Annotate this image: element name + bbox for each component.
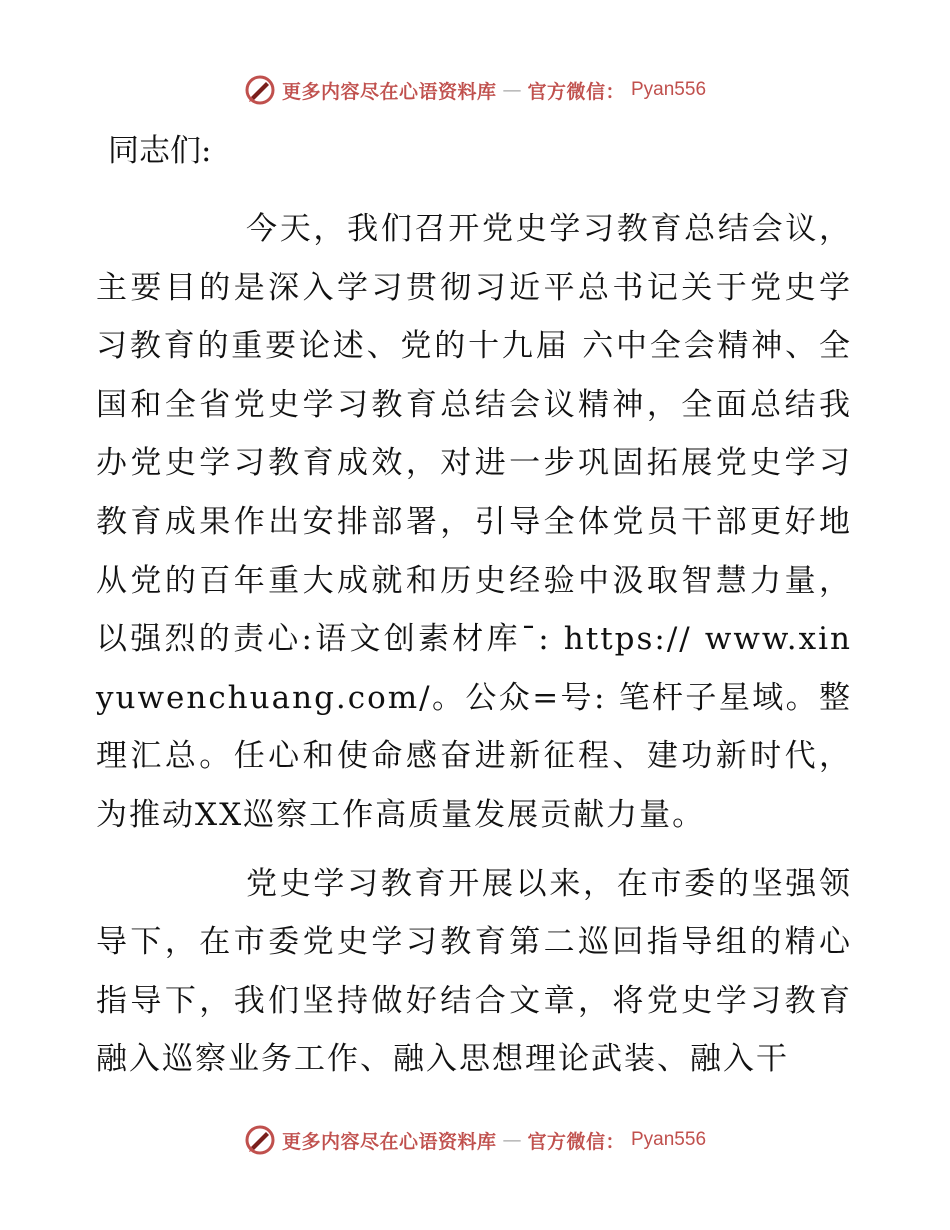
footer-watermark xyxy=(0,1120,950,1160)
watermark-wechat-label: 官方微信： xyxy=(527,1130,625,1153)
paragraph-1: 今天，我们召开党史学习教育总结会议，主要目的是深入学习贯彻习近平总书记关于党史学习教育的重要论述、党的十九届 六中全会精神、全国和全省党史学习教育总结会议精神，全面总结我办党史学习教育成效，对进一步巩固拓展党史学习教育成果作出安排部署，引导全体党员干部更好地从党的百年重大成就和历史经验中汲取智慧力量，以强烈的责心:语文创素材库¯: https:// www.xinyuwenchuang.com/。公众=号: 笔杆子星域。整理汇总。任心和使命感奋进新征程、建功新时代，为推动XX巡察工作高质量发展贡献力量。 xyxy=(96,211,852,833)
header-watermark xyxy=(0,70,950,110)
paragraph-2: 党史学习教育开展以来，在市委的坚强领导下，在市委党史学习教育第二巡回指导组的精心指导下，我们坚持做好结合文章，将党史学习教育融入巡察业务工作、融入思想理论武装、融入干 xyxy=(96,865,852,1078)
watermark-separator: — xyxy=(502,1129,522,1151)
pen-logo-icon xyxy=(244,1124,276,1156)
watermark-title: 更多内容尽在心语资料库 xyxy=(281,80,497,103)
watermark-wechat-label: 官方微信： xyxy=(527,80,625,103)
watermark-wechat-id: Pyan556 xyxy=(631,1129,707,1150)
document-body xyxy=(96,122,852,1089)
watermark-separator: — xyxy=(502,79,522,101)
salutation: 同志们: xyxy=(108,133,212,169)
watermark-wechat-id: Pyan556 xyxy=(631,79,707,100)
pen-logo-icon xyxy=(244,74,276,106)
watermark-title: 更多内容尽在心语资料库 xyxy=(281,1130,497,1153)
